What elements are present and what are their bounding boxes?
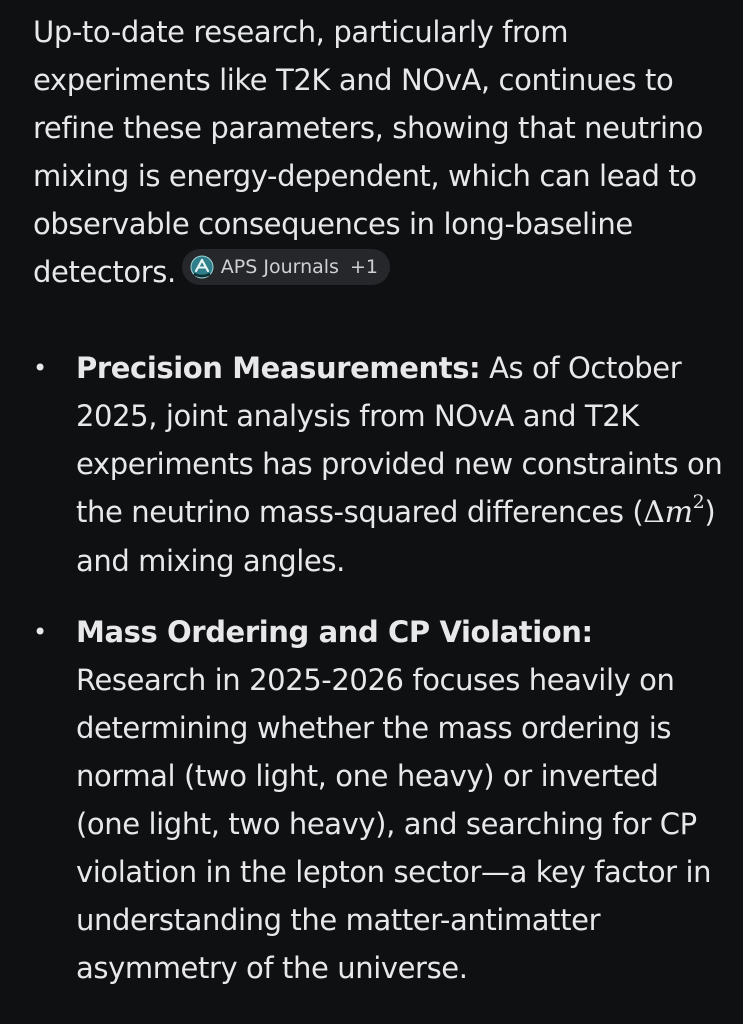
bullet-dot: • <box>33 354 47 382</box>
math-exponent: 2 <box>692 491 705 513</box>
bullet-text: Research in 2025-2026 focuses heavily on determining whether the mass ordering is normal (two light, one heavy) or inverted (one light, two heavy), and searching for CP violation in the lepton sector—a key factor in understanding the matter-antimatter asymmetry of the universe. <box>76 663 712 985</box>
math-variable: m <box>664 495 693 530</box>
bullet-title: Mass Ordering and CP Violation: <box>76 615 593 649</box>
source-chip[interactable] <box>182 249 390 285</box>
math-delta-m-squared <box>643 491 705 530</box>
bottom-fade <box>0 990 743 1024</box>
list-item <box>33 344 723 585</box>
list-item <box>33 608 723 992</box>
intro-paragraph <box>33 8 723 296</box>
intro-text: Up-to-date research, particularly from experiments like T2K and NOvA, continues to refine these parameters, showing that neutrino mixing is energy-dependent, which can lead to observable consequences in long-baseline detectors. <box>33 15 704 289</box>
bullet-text: As of October 2025, joint analysis from NOvA and T2K experiments has provided new constraints on the neutrino mass-squared differences ( <box>76 351 723 529</box>
bullet-text-end: ) and mixing angles. <box>76 495 716 578</box>
source-chip-extra-count: +1 <box>349 256 378 278</box>
bullet-title: Precision Measurements: <box>76 351 481 385</box>
bullet-dot: • <box>33 618 47 646</box>
response-content <box>33 8 723 992</box>
source-chip-label: APS Journals <box>220 256 339 278</box>
math-delta-symbol: Δ <box>643 495 665 530</box>
findings-list <box>33 344 723 992</box>
aps-journals-logo-icon <box>190 255 214 279</box>
